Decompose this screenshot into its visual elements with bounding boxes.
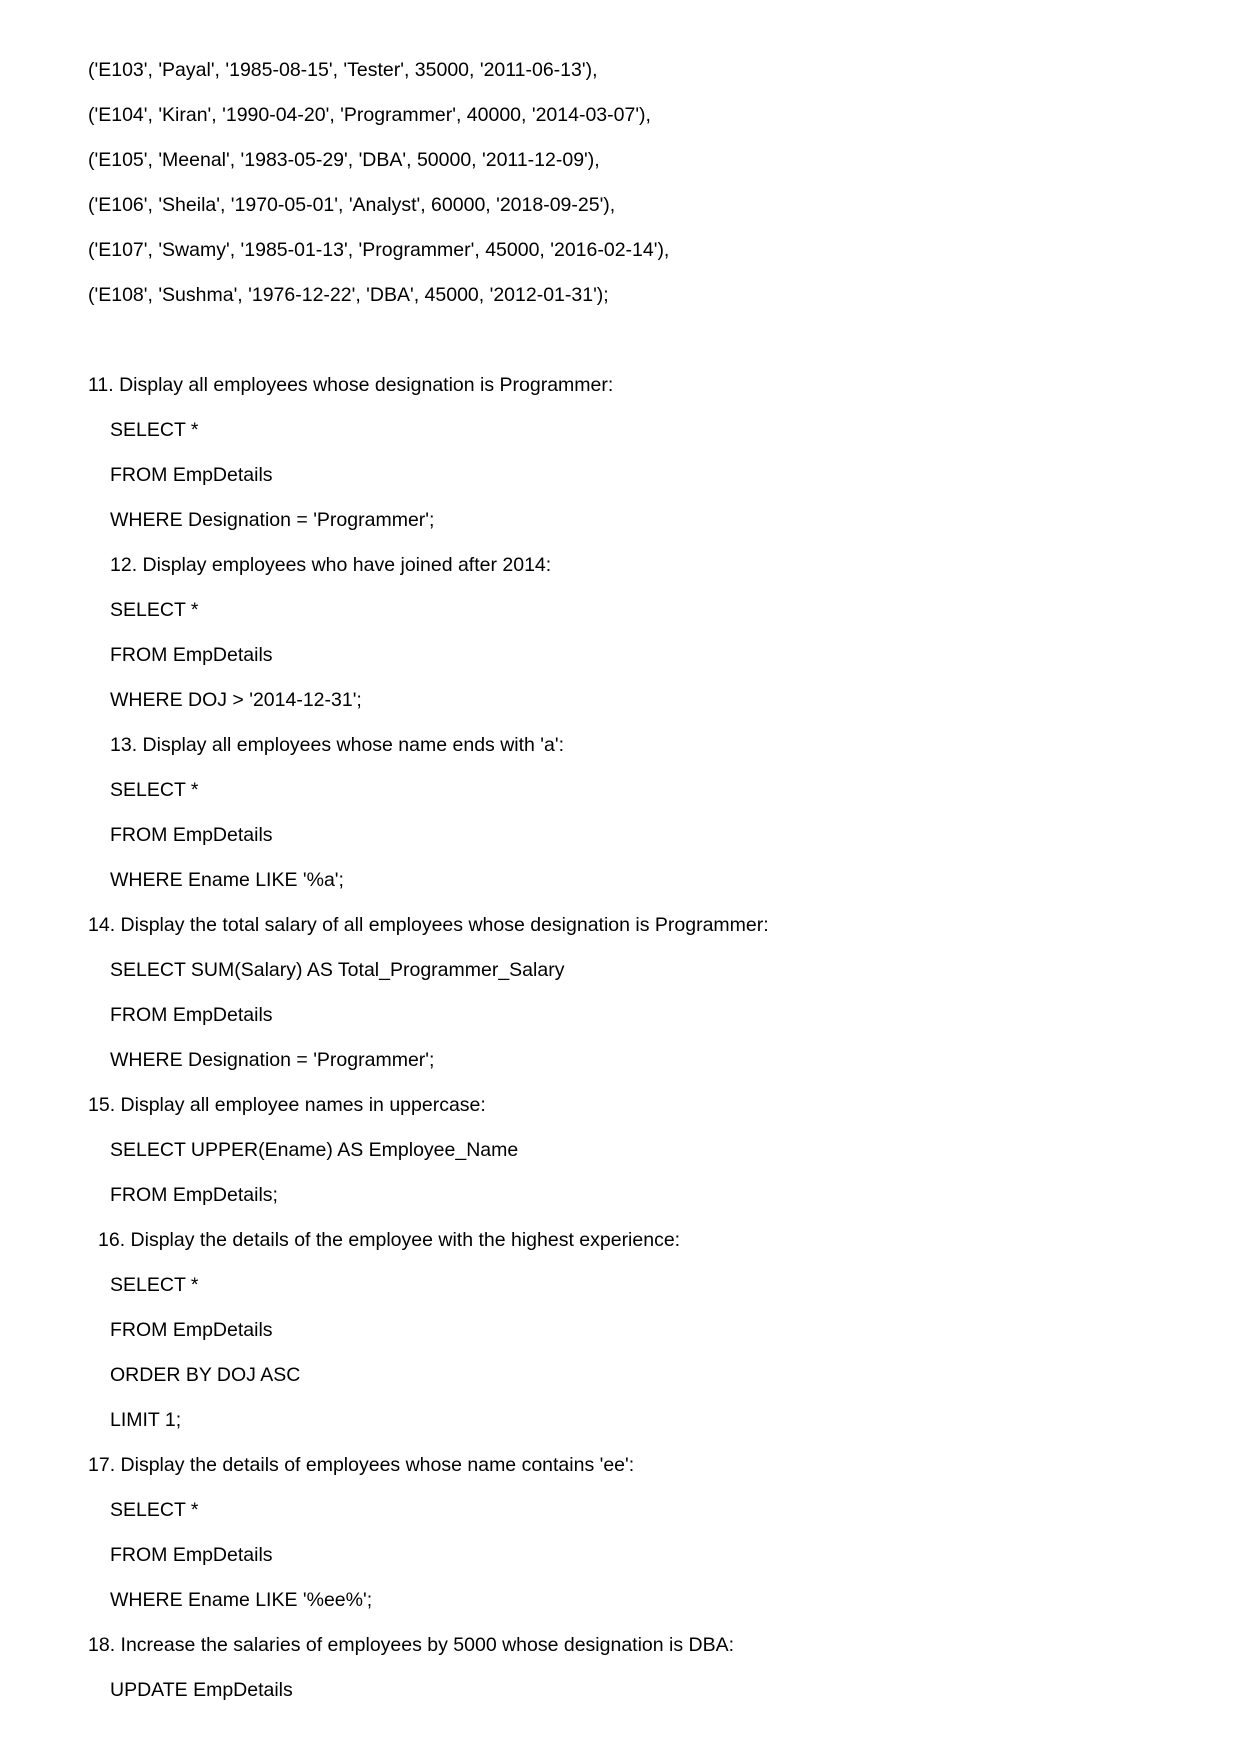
- text-line: SELECT *: [110, 599, 199, 621]
- text-line: SELECT SUM(Salary) AS Total_Programmer_Salary: [110, 959, 565, 981]
- text-line: 11. Display all employees whose designation is Programmer:: [88, 374, 614, 396]
- text-line: SELECT *: [110, 419, 199, 441]
- text-line: FROM EmpDetails: [110, 464, 273, 486]
- text-line: SELECT *: [110, 1274, 199, 1296]
- text-line: ('E107', 'Swamy', '1985-01-13', 'Programmer', 45000, '2016-02-14'),: [88, 239, 670, 261]
- text-line: SELECT UPPER(Ename) AS Employee_Name: [110, 1139, 519, 1161]
- document-body: [88, 48, 1150, 1713]
- text-line: UPDATE EmpDetails: [110, 1679, 293, 1701]
- text-line: ('E104', 'Kiran', '1990-04-20', 'Programmer', 40000, '2014-03-07'),: [88, 104, 651, 126]
- text-line: 13. Display all employees whose name ends with 'a':: [110, 734, 565, 756]
- text-line: 16. Display the details of the employee with the highest experience:: [98, 1229, 681, 1251]
- text-line: SELECT *: [110, 1499, 199, 1521]
- text-line: WHERE DOJ > '2014-12-31';: [110, 689, 362, 711]
- text-line: FROM EmpDetails: [110, 1544, 273, 1566]
- text-line: 14. Display the total salary of all employees whose designation is Programmer:: [88, 914, 769, 936]
- text-line: WHERE Designation = 'Programmer';: [110, 509, 435, 531]
- text-line: ORDER BY DOJ ASC: [110, 1364, 301, 1386]
- text-line: 12. Display employees who have joined after 2014:: [110, 554, 552, 576]
- text-line: 15. Display all employee names in uppercase:: [88, 1094, 486, 1116]
- text-line: FROM EmpDetails;: [110, 1184, 278, 1206]
- text-line: ('E103', 'Payal', '1985-08-15', 'Tester', 35000, '2011-06-13'),: [88, 59, 598, 81]
- text-line: 18. Increase the salaries of employees by 5000 whose designation is DBA:: [88, 1634, 735, 1656]
- text-line: SELECT *: [110, 779, 199, 801]
- blank-line: [88, 318, 1150, 363]
- text-line: WHERE Designation = 'Programmer';: [110, 1049, 435, 1071]
- text-line: ('E108', 'Sushma', '1976-12-22', 'DBA', 45000, '2012-01-31');: [88, 284, 609, 306]
- text-line: WHERE Ename LIKE '%ee%';: [110, 1589, 373, 1611]
- text-line: WHERE Ename LIKE '%a';: [110, 869, 344, 891]
- text-line: FROM EmpDetails: [110, 1004, 273, 1026]
- text-line: ('E105', 'Meenal', '1983-05-29', 'DBA', 50000, '2011-12-09'),: [88, 149, 600, 171]
- text-line: 17. Display the details of employees whose name contains 'ee':: [88, 1454, 635, 1476]
- text-line: ('E106', 'Sheila', '1970-05-01', 'Analyst', 60000, '2018-09-25'),: [88, 194, 616, 216]
- text-line: FROM EmpDetails: [110, 644, 273, 666]
- text-line: FROM EmpDetails: [110, 1319, 273, 1341]
- text-line: LIMIT 1;: [110, 1409, 182, 1431]
- text-line: FROM EmpDetails: [110, 824, 273, 846]
